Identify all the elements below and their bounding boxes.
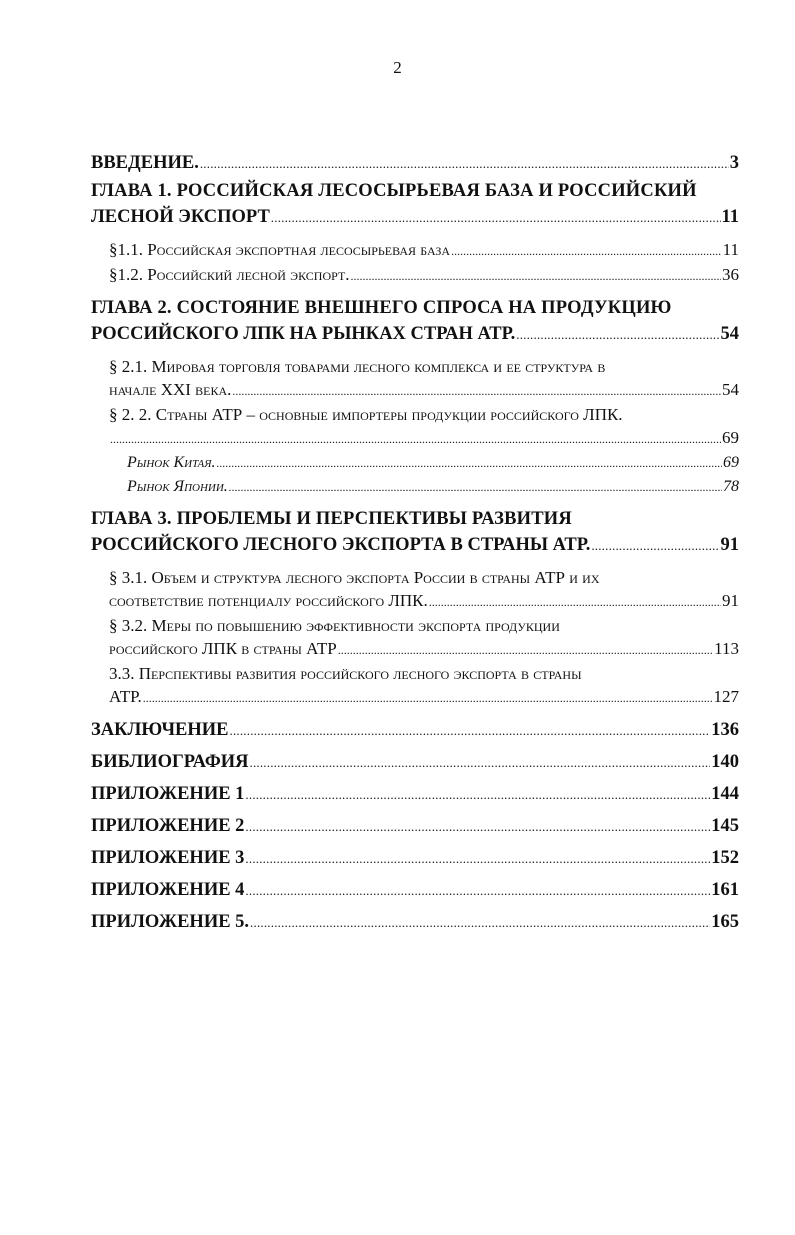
- toc-page-number: 11: [722, 240, 739, 259]
- toc-page-number: 91: [720, 535, 739, 555]
- dot-leader: [245, 813, 710, 840]
- section-title-line2: соответствие потенциалу российского ЛПК.: [109, 591, 428, 610]
- toc-entry-label: ВВЕДЕНИЕ.: [91, 153, 199, 173]
- section-title-line1: § 3.1. Объем и структура лесного экспорта России в страны АТР и их: [109, 568, 600, 587]
- toc-section-1-1[interactable]: [109, 238, 739, 263]
- chapter-title-line1: ГЛАВА 2. СОСТОЯНИЕ ВНЕШНЕГО СПРОСА НА ПРОДУКЦИЮ: [91, 298, 672, 318]
- toc-entry-label: ПРИЛОЖЕНИЕ 2: [91, 816, 245, 836]
- toc-entry-appendix-3[interactable]: [91, 845, 739, 872]
- toc-entry-label: ПРИЛОЖЕНИЕ 4: [91, 880, 245, 900]
- toc-entry-appendix-5[interactable]: [91, 909, 739, 936]
- section-title-line1: § 2.1. Мировая торговля товарами лесного комплекса и ее структура в: [109, 357, 606, 376]
- toc-entry-label: ПРИЛОЖЕНИЕ 5.: [91, 912, 250, 932]
- toc-section-2-2[interactable]: [109, 403, 739, 451]
- toc-page-number: 54: [722, 380, 739, 399]
- toc-entry-intro[interactable]: [91, 150, 739, 177]
- dot-leader: [271, 204, 721, 231]
- toc-section-3-1[interactable]: [109, 566, 739, 614]
- section-title-line1: § 2. 2. Страны АТР – основные импортеры продукции российского ЛПК.: [109, 405, 623, 424]
- dot-leader: [338, 637, 713, 662]
- toc-page-number: 140: [711, 752, 739, 772]
- dot-leader: [110, 426, 721, 451]
- table-of-contents: [91, 150, 739, 936]
- chapter-title-line1: ГЛАВА 3. ПРОБЛЕМЫ И ПЕРСПЕКТИВЫ РАЗВИТИЯ: [91, 509, 572, 529]
- toc-page-number: 69: [723, 454, 739, 471]
- chapter-title-line2: ЛЕСНОЙ ЭКСПОРТ: [91, 207, 270, 227]
- toc-page-number: 161: [711, 880, 739, 900]
- toc-page-number: 152: [711, 848, 739, 868]
- dot-leader: [245, 781, 710, 808]
- dot-leader: [516, 321, 719, 348]
- dot-leader: [250, 749, 711, 776]
- toc-entry-appendix-1[interactable]: [91, 781, 739, 808]
- toc-entry-label: §1.2. Российский лесной экспорт.: [109, 265, 350, 284]
- toc-page-number: 54: [720, 324, 739, 344]
- toc-chapter-3[interactable]: [91, 506, 739, 559]
- toc-section-2-1[interactable]: [109, 355, 739, 403]
- toc-section-1-2[interactable]: [109, 263, 739, 288]
- toc-page-number: 36: [722, 265, 739, 284]
- dot-leader: [229, 475, 722, 499]
- dot-leader: [351, 263, 721, 288]
- toc-subsection-japan[interactable]: [127, 475, 739, 499]
- toc-entry-label: ЗАКЛЮЧЕНИЕ: [91, 720, 229, 740]
- toc-entry-label: §1.1. Российская экспортная лесосырьевая база: [109, 240, 451, 259]
- section-title-line1: 3.3. Перспективы развития российского лесного экспорта в страны: [109, 664, 582, 683]
- dot-leader: [245, 845, 710, 872]
- toc-entry-conclusion[interactable]: [91, 717, 739, 744]
- toc-page-number: 78: [723, 478, 739, 495]
- dot-leader: [451, 238, 722, 263]
- toc-entry-label: ПРИЛОЖЕНИЕ 1: [91, 784, 245, 804]
- dot-leader: [429, 589, 721, 614]
- toc-section-3-2[interactable]: [109, 614, 739, 662]
- dot-leader: [143, 685, 713, 710]
- toc-entry-bibliography[interactable]: [91, 749, 739, 776]
- dot-leader: [245, 877, 710, 904]
- toc-page-number: 144: [711, 784, 739, 804]
- dot-leader: [200, 150, 729, 177]
- toc-entry-label: Рынок Китая.: [127, 454, 216, 471]
- section-title-line2: российского ЛПК в страны АТР: [109, 639, 337, 658]
- chapter-1-sections: [91, 238, 739, 288]
- section-title-line1: § 3.2. Меры по повышению эффективности экспорта продукции: [109, 616, 560, 635]
- toc-entry-label: ПРИЛОЖЕНИЕ 3: [91, 848, 245, 868]
- chapter-3-sections: [91, 566, 739, 710]
- chapter-2-sections: [91, 355, 739, 499]
- page-number: 2: [393, 58, 402, 77]
- toc-subsection-china[interactable]: [127, 451, 739, 475]
- toc-chapter-1[interactable]: [91, 178, 739, 231]
- toc-page-number: 127: [713, 687, 739, 706]
- toc-entry-label: Рынок Японии.: [127, 478, 228, 495]
- dot-leader: [250, 909, 710, 936]
- toc-entry-label: БИБЛИОГРАФИЯ: [91, 752, 249, 772]
- toc-page-number: 113: [714, 639, 739, 658]
- chapter-title-line1: ГЛАВА 1. РОССИЙСКАЯ ЛЕСОСЫРЬЕВАЯ БАЗА И РОССИЙСКИЙ: [91, 181, 697, 201]
- dot-leader: [230, 717, 711, 744]
- toc-page-number: 11: [721, 207, 739, 227]
- chapter-title-line2: РОССИЙСКОГО ЛПК НА РЫНКАХ СТРАН АТР.: [91, 324, 516, 344]
- chapter-2-subsections: [109, 451, 739, 499]
- dot-leader: [217, 451, 722, 475]
- dot-leader: [232, 378, 721, 403]
- toc-entry-appendix-4[interactable]: [91, 877, 739, 904]
- section-title-line2: АТР.: [109, 687, 142, 706]
- toc-page-number: 3: [729, 153, 739, 173]
- toc-section-3-3[interactable]: [109, 662, 739, 710]
- toc-page-number: 136: [711, 720, 739, 740]
- toc-page-number: 165: [711, 912, 739, 932]
- toc-entry-appendix-2[interactable]: [91, 813, 739, 840]
- toc-chapter-2[interactable]: [91, 295, 739, 348]
- dot-leader: [591, 532, 719, 559]
- section-title-line2: начале XXI века.: [109, 380, 232, 399]
- toc-page-number: 145: [711, 816, 739, 836]
- toc-page-number: 91: [722, 591, 739, 610]
- chapter-title-line2: РОССИЙСКОГО ЛЕСНОГО ЭКСПОРТА В СТРАНЫ АТР.: [91, 535, 591, 555]
- toc-page-number: 69: [722, 428, 739, 447]
